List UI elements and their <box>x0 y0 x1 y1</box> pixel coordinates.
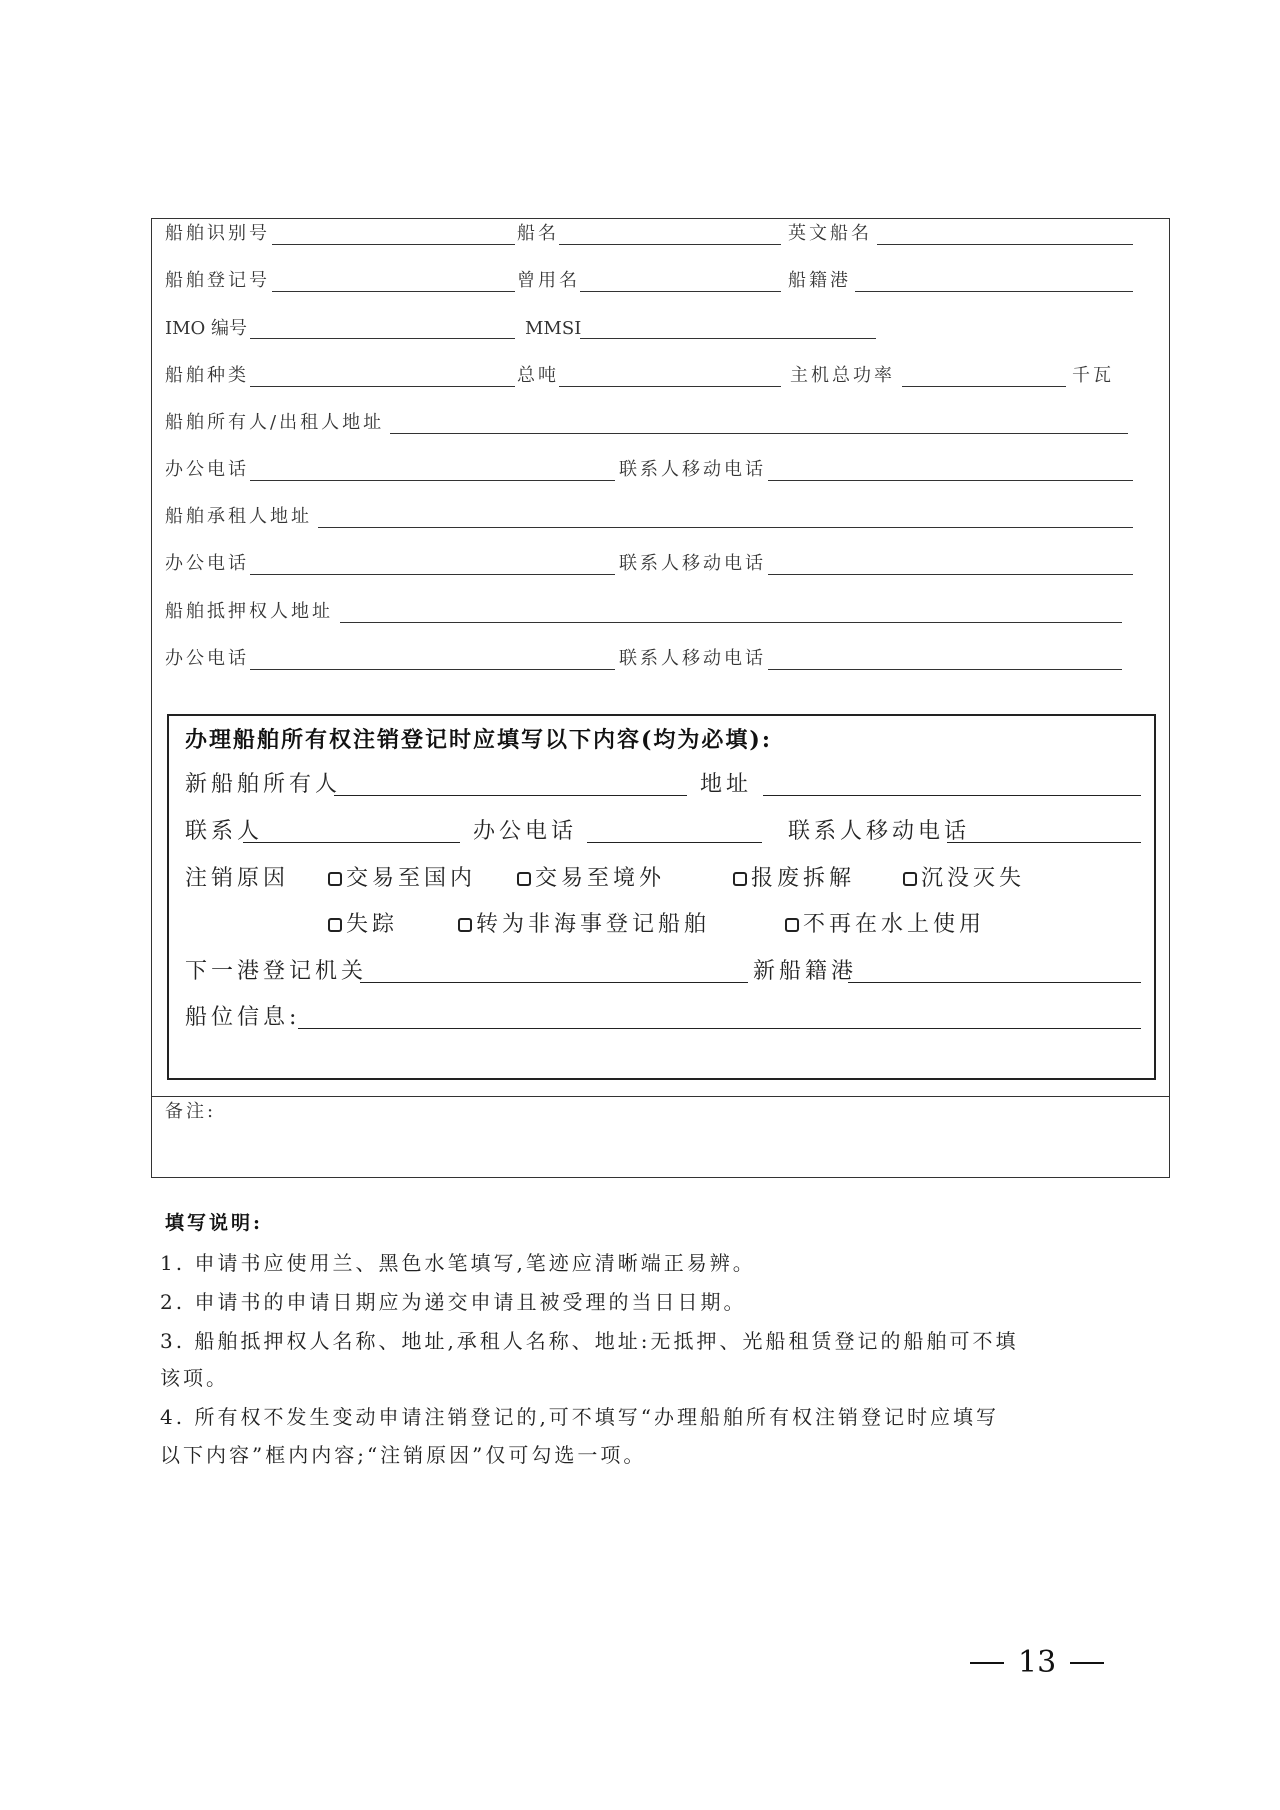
mortgagee-contact-mobile-label: 联系人移动电话 <box>619 648 766 669</box>
former-name-field[interactable] <box>580 291 781 292</box>
reason-option-domestic-trade[interactable]: 交易至国内 <box>328 866 476 892</box>
english-name-label: 英文船名 <box>788 223 872 244</box>
charterer-address-field[interactable] <box>318 527 1133 528</box>
charterer-contact-mobile-field[interactable] <box>768 574 1133 575</box>
mortgagee-address-field[interactable] <box>340 622 1122 623</box>
reason-option-non-maritime[interactable]: 转为非海事登记船舶 <box>458 912 710 938</box>
cancel-contact-mobile-field[interactable] <box>947 842 1141 843</box>
gross-tonnage-field[interactable] <box>559 386 781 387</box>
former-name-label: 曾用名 <box>517 270 580 291</box>
port-of-registry-label: 船籍港 <box>788 270 851 291</box>
new-owner-field[interactable] <box>334 795 687 796</box>
cancel-office-phone-label: 办公电话 <box>473 819 578 844</box>
mortgagee-contact-mobile-field[interactable] <box>768 669 1122 670</box>
ownership-cancellation-box <box>167 714 1156 1080</box>
berth-info-field[interactable] <box>298 1028 1141 1029</box>
remarks-divider <box>151 1096 1170 1097</box>
charterer-contact-mobile-label: 联系人移动电话 <box>619 553 766 574</box>
contact-field[interactable] <box>243 842 460 843</box>
remarks-label: 备注: <box>165 1101 217 1122</box>
note-line: 以下内容”框内内容;“注销原因”仅可勾选一项。 <box>160 1443 647 1467</box>
ship-name-label: 船名 <box>517 223 559 244</box>
ship-type-field[interactable] <box>250 386 515 387</box>
reg-no-field[interactable] <box>272 291 515 292</box>
reason-option-overseas-trade[interactable]: 交易至境外 <box>517 866 665 892</box>
berth-info-label: 船位信息: <box>185 1005 301 1030</box>
engine-power-label: 主机总功率 <box>790 365 895 386</box>
new-owner-address-label: 地址 <box>700 772 753 797</box>
owner-contact-mobile-field[interactable] <box>768 480 1133 481</box>
mmsi-label: MMSI <box>525 318 582 339</box>
charterer-office-phone-label: 办公电话 <box>165 553 249 574</box>
reg-no-label: 船舶登记号 <box>165 270 270 291</box>
note-line: 该项。 <box>160 1366 229 1390</box>
notes-title: 填写说明: <box>165 1212 264 1234</box>
mmsi-field[interactable] <box>580 338 876 339</box>
mortgagee-address-label: 船舶抵押权人地址 <box>165 601 333 622</box>
page-number <box>970 1645 1104 1680</box>
reason-option-scrapped[interactable]: 报废拆解 <box>733 866 855 892</box>
checkbox-icon[interactable] <box>517 872 531 886</box>
owner-contact-mobile-label: 联系人移动电话 <box>619 459 766 480</box>
imo-field[interactable] <box>250 338 515 339</box>
cancel-office-phone-field[interactable] <box>587 842 762 843</box>
cancel-contact-mobile-label: 联系人移动电话 <box>788 819 971 844</box>
ship-type-label: 船舶种类 <box>165 365 249 386</box>
note-line: 2. 申请书的申请日期应为递交申请且被受理的当日日期。 <box>160 1290 747 1314</box>
cancellation-box-title: 办理船舶所有权注销登记时应填写以下内容(均为必填): <box>185 727 772 753</box>
new-port-field[interactable] <box>848 982 1141 983</box>
ship-id-label: 船舶识别号 <box>165 223 270 244</box>
reason-option-sunk-lost[interactable]: 沉没灭失 <box>903 866 1025 892</box>
owner-office-phone-field[interactable] <box>250 480 615 481</box>
new-owner-label: 新船舶所有人 <box>185 772 342 797</box>
checkbox-icon[interactable] <box>328 872 342 886</box>
charterer-address-label: 船舶承租人地址 <box>165 506 312 527</box>
mortgagee-office-phone-field[interactable] <box>250 669 615 670</box>
note-line: 1. 申请书应使用兰、黑色水笔填写,笔迹应清晰端正易辨。 <box>160 1251 756 1275</box>
ship-id-field[interactable] <box>272 244 515 245</box>
new-port-label: 新船籍港 <box>753 959 858 984</box>
new-owner-address-field[interactable] <box>763 795 1141 796</box>
port-of-registry-field[interactable] <box>855 291 1133 292</box>
page-number-value: 13 <box>1018 1645 1057 1680</box>
dash-left <box>970 1662 1004 1664</box>
gross-tonnage-label: 总吨 <box>517 365 559 386</box>
cancel-reason-label: 注销原因 <box>185 866 290 891</box>
checkbox-icon[interactable] <box>733 872 747 886</box>
checkbox-icon[interactable] <box>785 918 799 932</box>
imo-label: IMO 编号 <box>165 318 248 339</box>
engine-power-field[interactable] <box>902 386 1066 387</box>
power-unit-label: 千瓦 <box>1072 365 1114 386</box>
charterer-office-phone-field[interactable] <box>250 574 615 575</box>
note-line: 4. 所有权不发生变动申请注销登记的,可不填写“办理船舶所有权注销登记时应填写 <box>160 1405 1000 1429</box>
owner-office-phone-label: 办公电话 <box>165 459 249 480</box>
note-line: 3. 船舶抵押权人名称、地址,承租人名称、地址:无抵押、光船租赁登记的船舶可不填 <box>160 1329 1019 1353</box>
reason-option-missing[interactable]: 失踪 <box>328 912 398 938</box>
next-authority-label: 下一港登记机关 <box>185 959 368 984</box>
next-authority-field[interactable] <box>360 982 748 983</box>
owner-address-field[interactable] <box>390 433 1128 434</box>
english-name-field[interactable] <box>877 244 1133 245</box>
checkbox-icon[interactable] <box>458 918 472 932</box>
mortgagee-office-phone-label: 办公电话 <box>165 648 249 669</box>
checkbox-icon[interactable] <box>328 918 342 932</box>
owner-address-label: 船舶所有人/出租人地址 <box>165 412 385 433</box>
checkbox-icon[interactable] <box>903 872 917 886</box>
contact-label: 联系人 <box>185 819 264 844</box>
reason-option-no-water-use[interactable]: 不再在水上使用 <box>785 912 985 938</box>
ship-name-field[interactable] <box>559 244 781 245</box>
dash-right <box>1070 1662 1104 1664</box>
